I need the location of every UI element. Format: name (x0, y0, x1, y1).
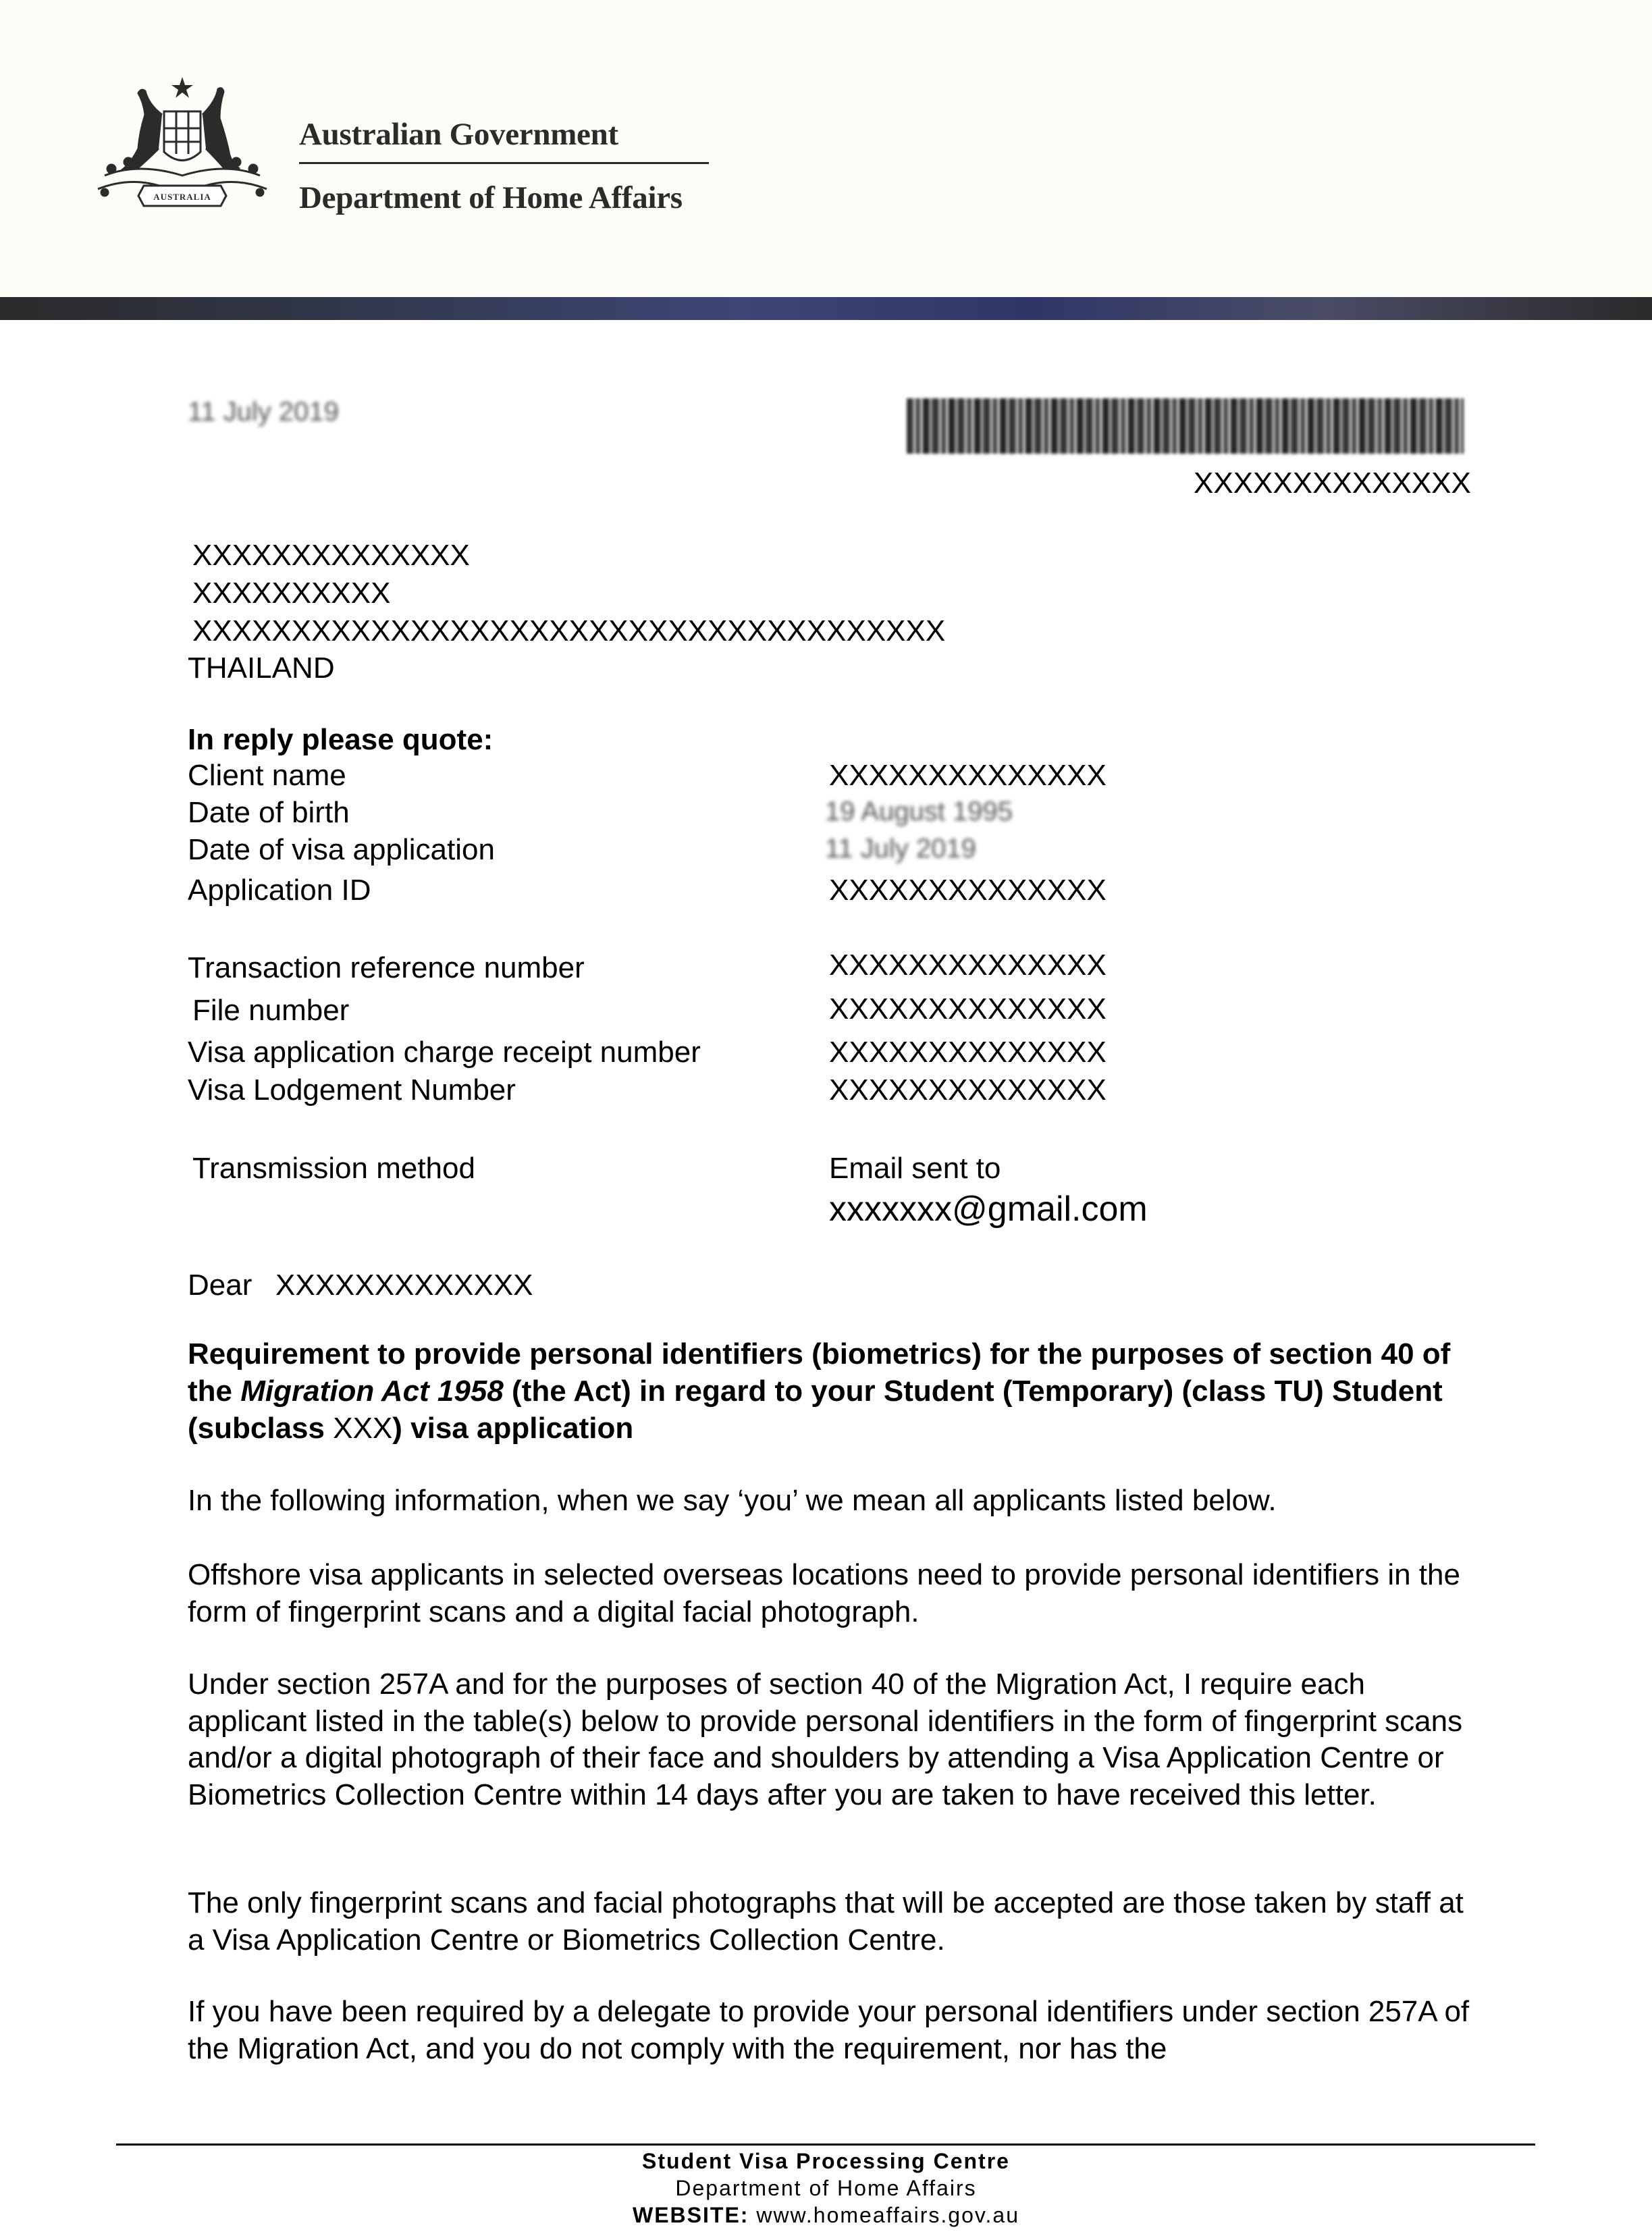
salutation: Dear (188, 1269, 252, 1302)
footer-centre-name: Student Visa Processing Centre (642, 2149, 1010, 2173)
value-date-of-birth: 19 August 1995 (825, 797, 1013, 826)
subject-text-1: Requirement to provide personal identifiers (biometrics) for the purposes of section 40 of the (188, 1337, 1451, 1408)
subject-act-name: Migration Act 1958 (240, 1375, 504, 1408)
letter-date: 11 July 2019 (188, 397, 339, 427)
label-visa-lodgement-number: Visa Lodgement Number (188, 1073, 516, 1107)
footer-website-link[interactable]: www.homeaffairs.gov.au (756, 2203, 1019, 2227)
header-divider (299, 162, 709, 164)
value-application-id: XXXXXXXXXXXXXX (829, 874, 1107, 907)
department-name: Department of Home Affairs (299, 180, 683, 215)
address-line-3: XXXXXXXXXXXXXXXXXXXXXXXXXXXXXXXXXXXXXX (192, 614, 946, 647)
body-paragraph-3: Under section 257A and for the purposes of section 40 of the Migration Act, I require each applicant listed in the table(s) below to provide personal identifiers in the form of fingerprint scans and/or a digital photograph of their face and shoulders by attending a Visa Application Centre or Biometrics Collection Centre within 14 days after you are taken to have received this letter. (188, 1668, 1463, 1811)
svg-text:AUSTRALIA: AUSTRALIA (153, 192, 211, 202)
label-date-of-application: Date of visa application (188, 833, 495, 866)
quote-heading: In reply please quote: (188, 723, 494, 756)
value-transaction-reference: XXXXXXXXXXXXXX (829, 949, 1107, 982)
value-charge-receipt-number: XXXXXXXXXXXXXX (829, 1036, 1107, 1069)
address-line-1: XXXXXXXXXXXXXX (192, 539, 470, 572)
value-visa-lodgement-number: XXXXXXXXXXXXXX (829, 1073, 1107, 1107)
label-transaction-reference: Transaction reference number (188, 951, 585, 984)
label-client-name: Client name (188, 759, 346, 792)
label-file-number: File number (192, 994, 350, 1027)
subject-subclass: XXX (333, 1412, 393, 1445)
body-paragraph-4: The only fingerprint scans and facial photographs that will be accepted are those taken by staff at a Visa Application Centre or Biometrics Collection Centre. (188, 1886, 1464, 1956)
recipient-name: XXXXXXXXXXXXX (275, 1269, 533, 1302)
footer-website-label: WEBSITE: (633, 2203, 749, 2227)
letter-subject (188, 1335, 1470, 1447)
footer-divider (116, 2144, 1535, 2146)
value-file-number: XXXXXXXXXXXXXX (829, 992, 1107, 1026)
footer-website (0, 2204, 1652, 2226)
value-client-name: XXXXXXXXXXXXXX (829, 759, 1107, 792)
label-application-id: Application ID (188, 874, 371, 907)
body-paragraph-2: Offshore visa applicants in selected overseas locations need to provide personal identifiers in the form of fingerprint scans and a digital facial photograph. (188, 1558, 1460, 1628)
reference-code: XXXXXXXXXXXXXX (1194, 467, 1471, 500)
value-date-of-application: 11 July 2019 (825, 834, 976, 863)
header-color-band (0, 297, 1652, 320)
label-charge-receipt-number: Visa application charge receipt number (188, 1036, 701, 1069)
email-address: xxxxxxx@gmail.com (829, 1190, 1148, 1229)
address-line-2: XXXXXXXXXX (192, 577, 391, 610)
subject-text-2: (the Act) in regard to your Student (Temporary) (class TU) Student (subclass (188, 1375, 1443, 1445)
body-paragraph-5: If you have been required by a delegate to provide your personal identifiers under section 257A of the Migration Act, and you do not comply with the requirement, nor has the (188, 1995, 1470, 2065)
subject-text-3: ) visa application (392, 1412, 634, 1445)
value-transmission-method: Email sent to (829, 1152, 1001, 1185)
government-name: Australian Government (299, 117, 618, 152)
coat-of-arms-logo (91, 74, 273, 219)
barcode (907, 398, 1464, 454)
footer-department: Department of Home Affairs (675, 2176, 977, 2200)
label-transmission-method: Transmission method (192, 1152, 475, 1185)
address-country: THAILAND (188, 651, 335, 685)
body-paragraph-1: In the following information, when we say ‘you’ we mean all applicants listed below. (188, 1484, 1277, 1517)
label-date-of-birth: Date of birth (188, 796, 350, 829)
